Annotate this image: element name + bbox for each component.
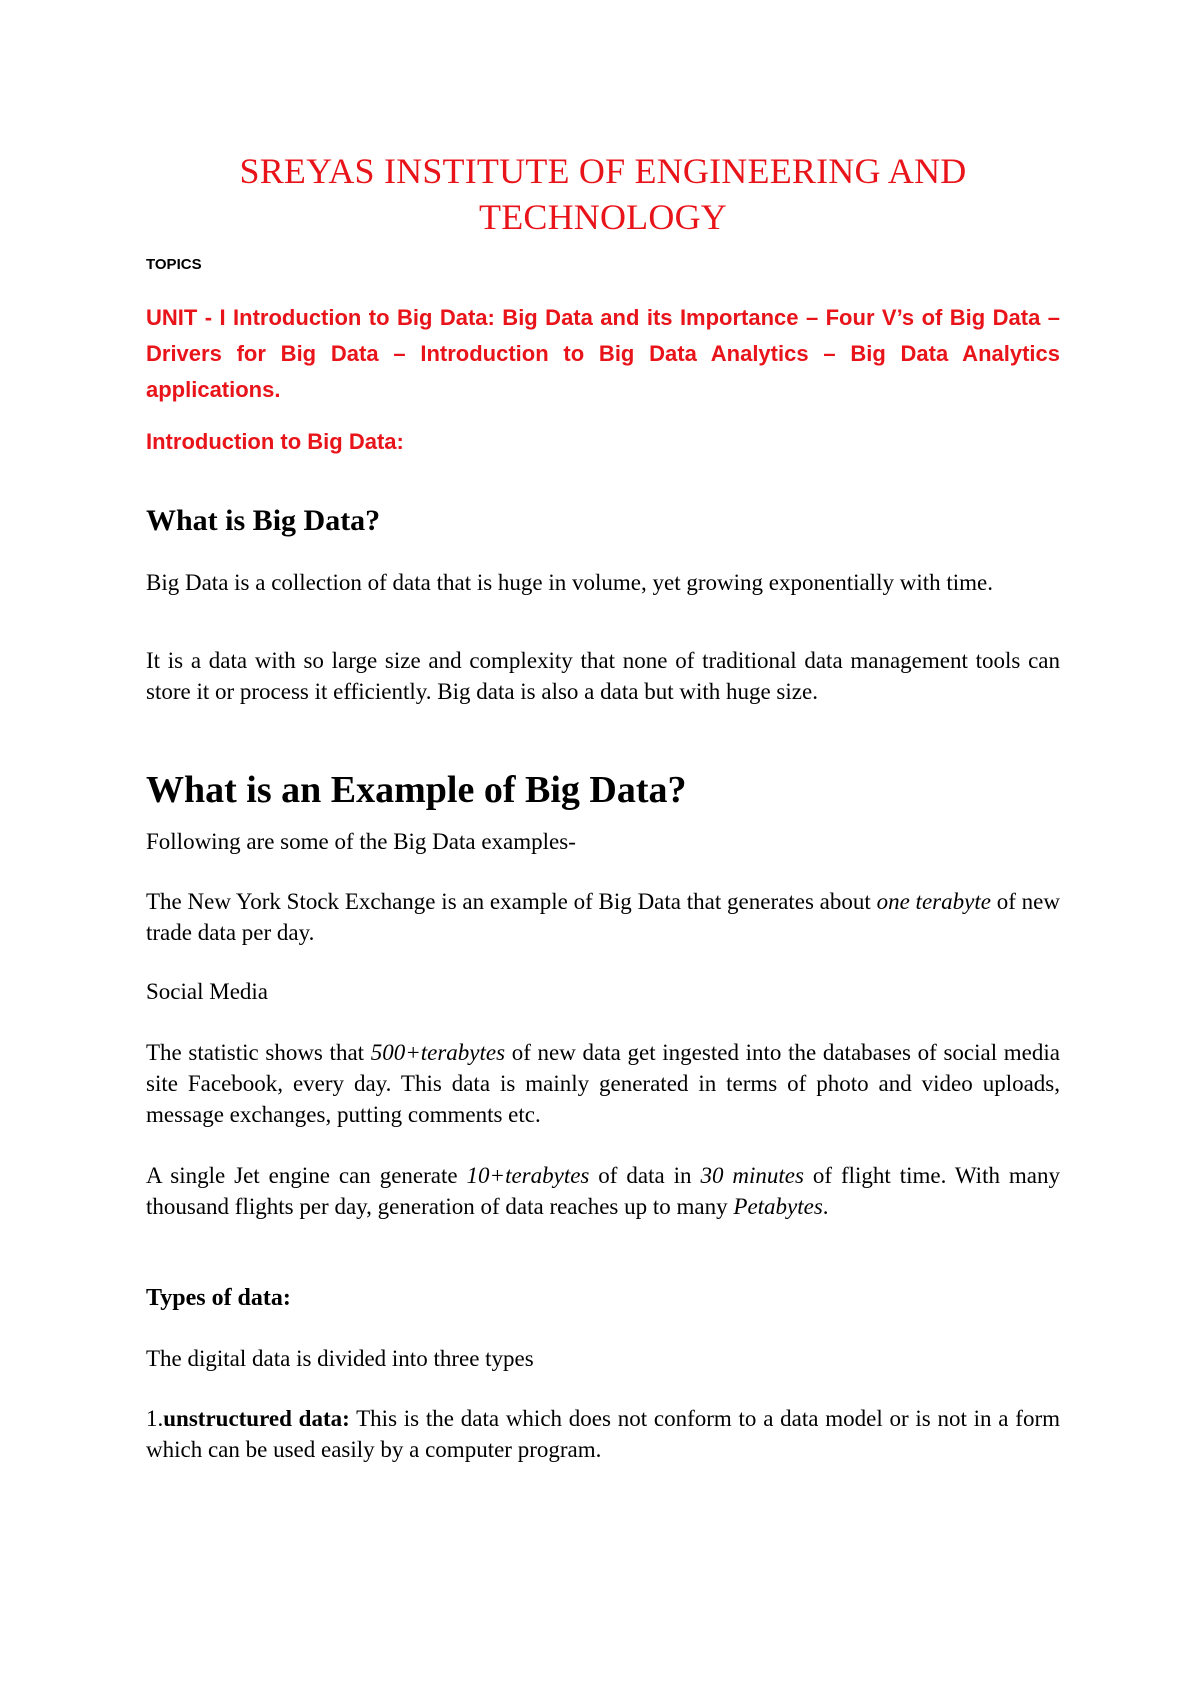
- jet-emphasis-minutes: 30 minutes: [700, 1163, 804, 1188]
- social-text-end: of new data get ingested into the databases of social media site Facebook, every day. This data is mainly generated in terms of photo and video uploads, message exchanges, putting comments etc.: [146, 1040, 1060, 1127]
- paragraph-definition: Big Data is a collection of data that is huge in volume, yet growing exponentially with time.: [146, 570, 993, 595]
- paragraph-examples-intro: Following are some of the Big Data examples-: [146, 829, 576, 854]
- jet-text-mid-2: of flight time. With many thousand flights per day, generation of data reaches up to many: [146, 1163, 1060, 1219]
- paragraph-complexity: It is a data with so large size and complexity that none of traditional data management tools can store it or process it efficiently. Big data is also a data but with huge size.: [146, 648, 1060, 704]
- title-line-2: TECHNOLOGY: [479, 197, 727, 237]
- jet-text-start: A single Jet engine can generate: [146, 1163, 467, 1188]
- list-item-number: 1.: [146, 1406, 164, 1431]
- jet-text-mid-1: of data in: [589, 1163, 701, 1188]
- list-item-text: This is the data which does not conform to a data model or is not in a form which can be used easily by a computer program.: [146, 1406, 1060, 1462]
- list-item-label: unstructured data:: [163, 1406, 350, 1431]
- nyse-text-end: of new trade data per day.: [146, 889, 1060, 945]
- unit-description: UNIT - I Introduction to Big Data: Big Data and its Importance – Four V’s of Big Data – Drivers for Big Data – Introduction to Big Data Analytics – Big Data Analytics applications.: [146, 305, 1060, 402]
- nyse-text-start: The New York Stock Exchange is an example of Big Data that generates about: [146, 889, 877, 914]
- jet-text-end: .: [822, 1194, 829, 1219]
- social-emphasis: 500+terabytes: [370, 1040, 506, 1065]
- paragraph-jet-engine: [146, 1160, 1060, 1222]
- page-title: [146, 148, 1060, 240]
- nyse-emphasis: one terabyte: [876, 889, 991, 914]
- section-heading-example: What is an Example of Big Data?: [146, 769, 687, 811]
- jet-emphasis-terabytes: 10+terabytes: [466, 1163, 590, 1188]
- intro-heading: Introduction to Big Data:: [146, 429, 404, 454]
- topics-label: TOPICS: [146, 256, 202, 273]
- section-heading-what-is-big-data: What is Big Data?: [146, 504, 381, 537]
- social-text-start: The statistic shows that: [146, 1040, 371, 1065]
- paragraph-social-media-label: Social Media: [146, 979, 268, 1004]
- section-heading-types-of-data: Types of data:: [146, 1285, 291, 1311]
- paragraph-social-media: [146, 1037, 1060, 1130]
- title-line-1: SREYAS INSTITUTE OF ENGINEERING AND: [239, 151, 967, 191]
- jet-emphasis-petabytes: Petabytes: [733, 1194, 823, 1219]
- paragraph-types-intro: The digital data is divided into three types: [146, 1346, 534, 1371]
- paragraph-nyse: [146, 886, 1060, 948]
- list-item-unstructured-data: [146, 1403, 1060, 1465]
